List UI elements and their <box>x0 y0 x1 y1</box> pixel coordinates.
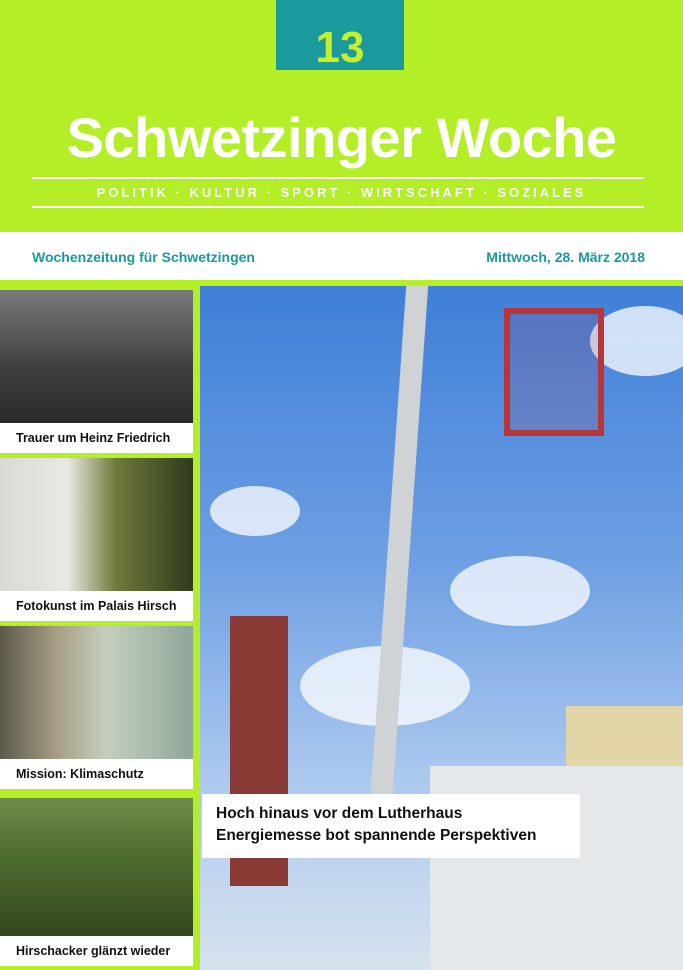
teaser-fotokunst[interactable] <box>0 458 193 621</box>
top-divider <box>32 177 644 179</box>
section-list: POLITIK · KULTUR · SPORT · WIRTSCHAFT · SOZIALES <box>96 185 587 200</box>
newspaper-title: Schwetzinger Woche <box>66 106 617 169</box>
cloud-shape <box>450 556 590 626</box>
headline-line-2: Energiemesse bot spannende Perspektiven <box>216 827 537 844</box>
cover-headline[interactable] <box>202 794 580 858</box>
tagline: Wochenzeitung für Schwetzingen <box>32 249 255 265</box>
teaser-hirschacker[interactable] <box>0 798 193 966</box>
teaser-sidebar <box>0 286 200 970</box>
teaser-caption: Fotokunst im Palais Hirsch <box>16 599 177 613</box>
teaser-photo <box>0 626 193 759</box>
bottom-divider <box>32 206 644 208</box>
crane-basket-shape <box>504 308 604 436</box>
teaser-caption: Trauer um Heinz Friedrich <box>16 431 171 445</box>
teaser-caption: Hirschacker glänzt wieder <box>16 944 171 958</box>
teaser-caption-box <box>0 423 193 453</box>
teaser-heinz-friedrich[interactable] <box>0 290 193 453</box>
teaser-caption: Mission: Klimaschutz <box>16 767 144 781</box>
teaser-photo <box>0 290 193 423</box>
teaser-klimaschutz[interactable] <box>0 626 193 789</box>
issue-number: 13 <box>315 23 365 72</box>
teaser-photo <box>0 798 193 936</box>
masthead <box>0 0 683 232</box>
headline-line-1: Hoch hinaus vor dem Lutherhaus <box>216 805 463 822</box>
teaser-caption-box <box>0 759 193 789</box>
subheader <box>0 232 683 280</box>
teaser-caption-box <box>0 591 193 621</box>
issue-date: Mittwoch, 28. März 2018 <box>486 249 645 265</box>
issue-tab <box>276 0 404 70</box>
cloud-shape <box>210 486 300 536</box>
teaser-caption-box <box>0 936 193 966</box>
teaser-photo <box>0 458 193 591</box>
cover-photo[interactable] <box>200 286 683 970</box>
crane-mast-shape <box>370 286 428 806</box>
